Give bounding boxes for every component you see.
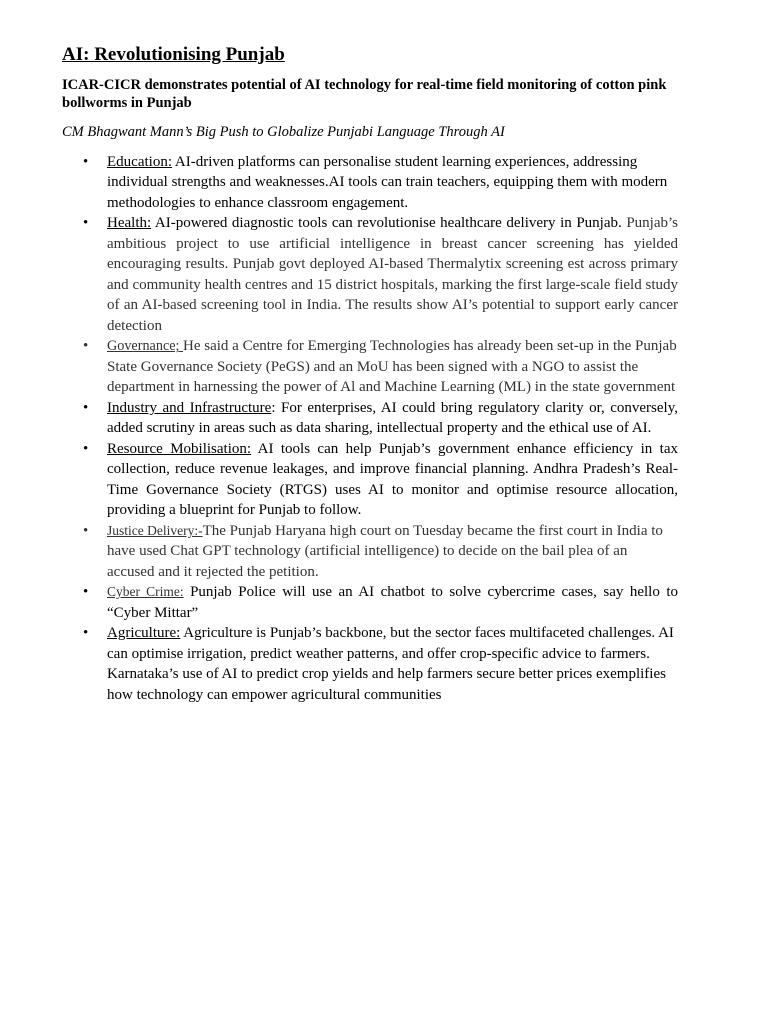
item-text: The Punjab Haryana high court on Tuesday became the first court in India to have used Chat GPT technology (artificial intelligence) to decide on the bail plea of an accused and it rejected the petition.	[107, 522, 663, 580]
item-label: Agriculture:	[107, 625, 181, 642]
item-text: : For enterprises, AI could bring regulatory clarity or, conversely, added scrutiny in areas such as data sharing, intellectual property and the ethical use of AI.	[107, 399, 678, 437]
list-item-governance	[83, 336, 678, 398]
item-text: AI tools can help Punjab’s government enhance efficiency in tax collection, reduce revenue leakages, and improve financial planning. Andhra Pradesh’s Real-Time Governance Society (RTGS) uses AI to monitor and optimise resource allocation, providing a blueprint for Punjab to follow.	[107, 440, 678, 519]
item-label: Justice Delivery:-	[107, 522, 203, 538]
list-item-industry	[83, 398, 678, 439]
bullet-icon: •	[83, 440, 89, 457]
item-text: Agriculture is Punjab’s backbone, but the sector faces multifaceted challenges. AI can optimise irrigation, predict weather patterns, and offer crop-specific advice to farmers. Karnataka’s use of AI to predict crop yields and help farmers secure better prices exemplifies how technology can empower agricultural communities	[107, 625, 674, 703]
bullet-icon: •	[83, 399, 89, 416]
bullet-icon: •	[83, 215, 89, 232]
bullet-icon: •	[83, 338, 89, 355]
item-label: Cyber Crime:	[107, 584, 184, 600]
list-item-education	[83, 152, 678, 214]
bullet-icon: •	[83, 153, 89, 170]
list-item-health	[83, 213, 678, 336]
item-label: Governance;	[107, 338, 184, 355]
item-text: AI-powered diagnostic tools can revolutionise healthcare delivery in Punjab.	[151, 215, 627, 232]
bullet-list	[62, 152, 678, 706]
list-item-agriculture	[83, 623, 678, 705]
item-text: Punjab Police will use an AI chatbot to solve cybercrime cases, say hello to “Cyber Mittar”	[107, 584, 678, 621]
list-item-resource-mobilisation	[83, 439, 678, 521]
bullet-icon: •	[83, 522, 89, 539]
document-subtitle: ICAR-CICR demonstrates potential of AI technology for real-time field monitoring of cotton pink bollworms in Punjab	[62, 76, 667, 111]
bullet-icon: •	[83, 625, 89, 642]
item-text: He said a Centre for Emerging Technologies has already been set-up in the Punjab State Governance Society (PeGS) and an MoU has been signed with a NGO to assist the department in harnessing the power of Al and Machine Learning (ML) in the state government	[107, 338, 677, 396]
document-tagline: CM Bhagwant Mann’s Big Push to Globalize Punjabi Language Through AI	[62, 123, 505, 140]
item-text: AI-driven platforms can personalise student learning experiences, addressing individual strengths and weaknesses.AI tools can train teachers, equipping them with modern methodologies to enhance classroom engagement.	[107, 153, 668, 211]
document-title: AI: Revolutionising Punjab	[62, 44, 285, 65]
list-item-justice-delivery	[83, 521, 678, 583]
item-label: Industry and Infrastructure	[107, 399, 272, 416]
list-item-cyber-crime	[83, 582, 678, 623]
item-label: Health:	[107, 215, 152, 232]
bullet-icon: •	[83, 584, 89, 601]
item-label: Education:	[107, 153, 172, 170]
item-label: Resource Mobilisation:	[107, 440, 252, 457]
item-text-continued: Punjab’s ambitious project to use artificial intelligence in breast cancer screening has yielded encouraging results. Punjab govt deployed AI-based Thermalytix screening est across primary and community health centres and 15 district hospitals, marking the first large-scale field study of an AI-based screening tool in India. The results show AI’s potential to support early cancer detection	[107, 215, 678, 334]
